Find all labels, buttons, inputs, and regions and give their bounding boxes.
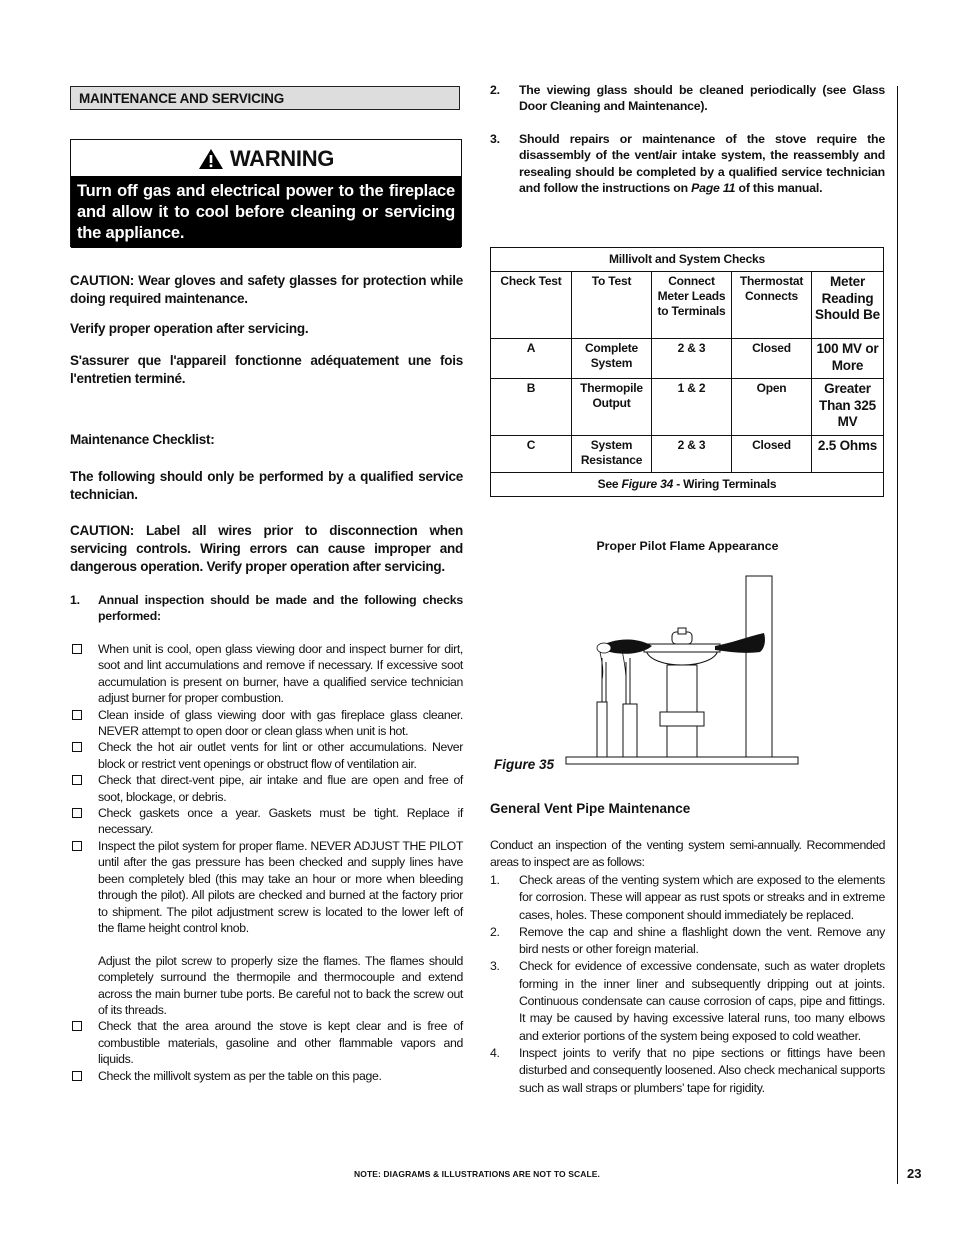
checklist-title: Maintenance Checklist:: [70, 432, 215, 447]
list-item: 2. Remove the cap and shine a flashlight down the vent. Remove any bird nests or other foreign material.: [490, 924, 885, 957]
checkbox-icon: [72, 775, 82, 785]
maintenance-checklist: [70, 641, 463, 1084]
right-item-3: 3. Should repairs or maintenance of the stove require the disassembly of the vent/air intake system, the reassembly and resealing should be completed by a qualified service technician and follow the instructions on Page 11 of this manual.: [490, 132, 885, 196]
list-item: Inspect the pilot system for proper flame. NEVER ADJUST THE PILOT until after the gas pressure has been checked and supply lines have been completely bled (this may take an hour or more when bleeding through the pilot). All pilots are checked and burned at the factory prior to shipment. The pilot adjustment screw is located to the lower left of the flame height control knob. Adjust the pilot screw to properly size the flames. The flames should completely surround the thermopile and thermocouple and extend across the main burner tube ports. Be careful not to back the screw out of its threads.: [70, 838, 463, 1018]
list-item: Clean inside of glass viewing door with gas fireplace glass cleaner. NEVER attempt to open door or clean glass when unit is hot.: [70, 707, 463, 740]
list-item: 1. Check areas of the venting system which are exposed to the elements for corrosion. These will appear as rust spots or streaks and in extreme cases, holes. These component should immediately be replaced.: [490, 873, 885, 922]
qualified-note: The following should only be performed by a qualified service technician.: [70, 469, 463, 502]
center-collar: [660, 712, 704, 726]
tall-post: [746, 576, 772, 757]
warning-title-bar: [71, 140, 461, 176]
vent-section-title: General Vent Pipe Maintenance: [490, 801, 691, 816]
warning-box: [70, 139, 462, 247]
table-header: To Test: [572, 272, 652, 339]
list-item: Check gaskets once a year. Gaskets must be tight. Replace if necessary.: [70, 805, 463, 838]
checkbox-icon: [72, 1021, 82, 1031]
list-item: 4. Inspect joints to verify that no pipe sections or fittings have been disturbed and consequently loosened. Also check mechanical supports such as wall straps or plumbers’ tape for rigidity.: [490, 1045, 885, 1095]
verify-operation: Verify proper operation after servicing.: [70, 321, 309, 336]
caution-wires: CAUTION: Label all wires prior to disconnection when servicing controls. Wiring errors can cause improper and dangerous operation. Verify proper operation after servicing.: [70, 523, 463, 574]
french-notice: S'assurer que l'appareil fonctionne adéquatement une fois l'entretien terminé.: [70, 353, 463, 386]
warning-title: WARNING: [229, 146, 335, 171]
table-header-row: [491, 272, 884, 339]
warning-triangle-icon: [198, 148, 224, 170]
pilot-flame-diagram: [560, 570, 805, 770]
base-plate: [566, 757, 798, 764]
millivolt-table: [490, 247, 884, 497]
right-flame-shape: [715, 633, 765, 653]
annual-text: Annual inspection should be made and the following checks performed:: [98, 593, 463, 623]
page-number: 23: [907, 1166, 922, 1181]
table-row: C System Resistance 2 & 3 Closed 2.5 Ohms: [491, 436, 884, 473]
figure-label: Figure 35: [494, 757, 555, 772]
list-item: Check that the area around the stove is kept clear and is free of combustible materials, gasoline and other flammable vapors and liquids.: [70, 1018, 463, 1067]
page-reference: Page 11: [691, 181, 736, 196]
section-header: MAINTENANCE AND SERVICING: [70, 86, 460, 110]
table-header: Check Test: [491, 272, 572, 339]
pilot-adjust-text: Adjust the pilot screw to properly size the flames. The flames should completely surround the thermopile and thermocouple and extend across the main burner tube ports. Be careful not to back the screw out of its threads.: [98, 953, 463, 1017]
list-item: When unit is cool, open glass viewing door and inspect burner for dirt, soot and lint accumulations and remove if necessary. If excessive soot accumulation is present on burner, have a qualified service technician adjust burner for proper combustion.: [70, 641, 463, 707]
column-rule: [897, 86, 898, 1184]
checkbox-icon: [72, 808, 82, 818]
list-item: 3. Check for evidence of excessive condensate, such as water droplets forming in the inner liner and subsequently dripping out at joints. Continuous condensate can cause corrosion of caps, pipe and fittings. It may be caused by having excessive lateral runs, too many elbows and exterior portions of the system being exposed to cold weather.: [490, 959, 885, 1043]
warning-body: Turn off gas and electrical power to the fireplace and allow it to cool before cleaning or servicing the appliance.: [71, 176, 461, 248]
checkbox-icon: [72, 710, 82, 720]
checkbox-icon: [72, 841, 82, 851]
figure-caption: Proper Pilot Flame Appearance: [596, 539, 779, 553]
checkbox-icon: [72, 1071, 82, 1081]
list-item: Check the millivolt system as per the table on this page.: [70, 1068, 463, 1084]
caution-gloves: CAUTION: Wear gloves and safety glasses for protection while doing required maintenance.: [70, 273, 463, 306]
vent-maintenance-list: [490, 872, 885, 1097]
right-item-2: 2. The viewing glass should be cleaned periodically (see Glass Door Cleaning and Maintenance).: [490, 83, 885, 114]
center-tube: [667, 665, 697, 757]
table-header: Connect Meter Leads to Terminals: [652, 272, 732, 339]
table-row: B Thermopile Output 1 & 2 Open Greater Than 325 MV: [491, 379, 884, 436]
annual-inspection: [70, 592, 463, 624]
checkbox-icon: [72, 644, 82, 654]
table-title: Millivolt and System Checks: [491, 248, 884, 272]
table-header: Meter Reading Should Be: [812, 272, 884, 339]
list-item: Check the hot air outlet vents for lint or other accumulations. Never block or restrict vent openings or obstruct flow of ventilation air.: [70, 739, 463, 772]
footer-note: NOTE: DIAGRAMS & ILLUSTRATIONS ARE NOT TO SCALE.: [354, 1169, 600, 1179]
list-item: Check that direct-vent pipe, air intake and flue are open and free of soot, blockage, or debris.: [70, 772, 463, 805]
table-row: A Complete System 2 & 3 Closed 100 MV or More: [491, 339, 884, 379]
table-footer: See Figure 34 - Wiring Terminals: [491, 473, 884, 497]
checkbox-icon: [72, 742, 82, 752]
table-header: Thermostat Connects: [732, 272, 812, 339]
annual-num: 1.: [70, 593, 80, 607]
vent-section-intro: Conduct an inspection of the venting system semi-annually. Recommended areas to inspect are as follows:: [490, 838, 885, 870]
